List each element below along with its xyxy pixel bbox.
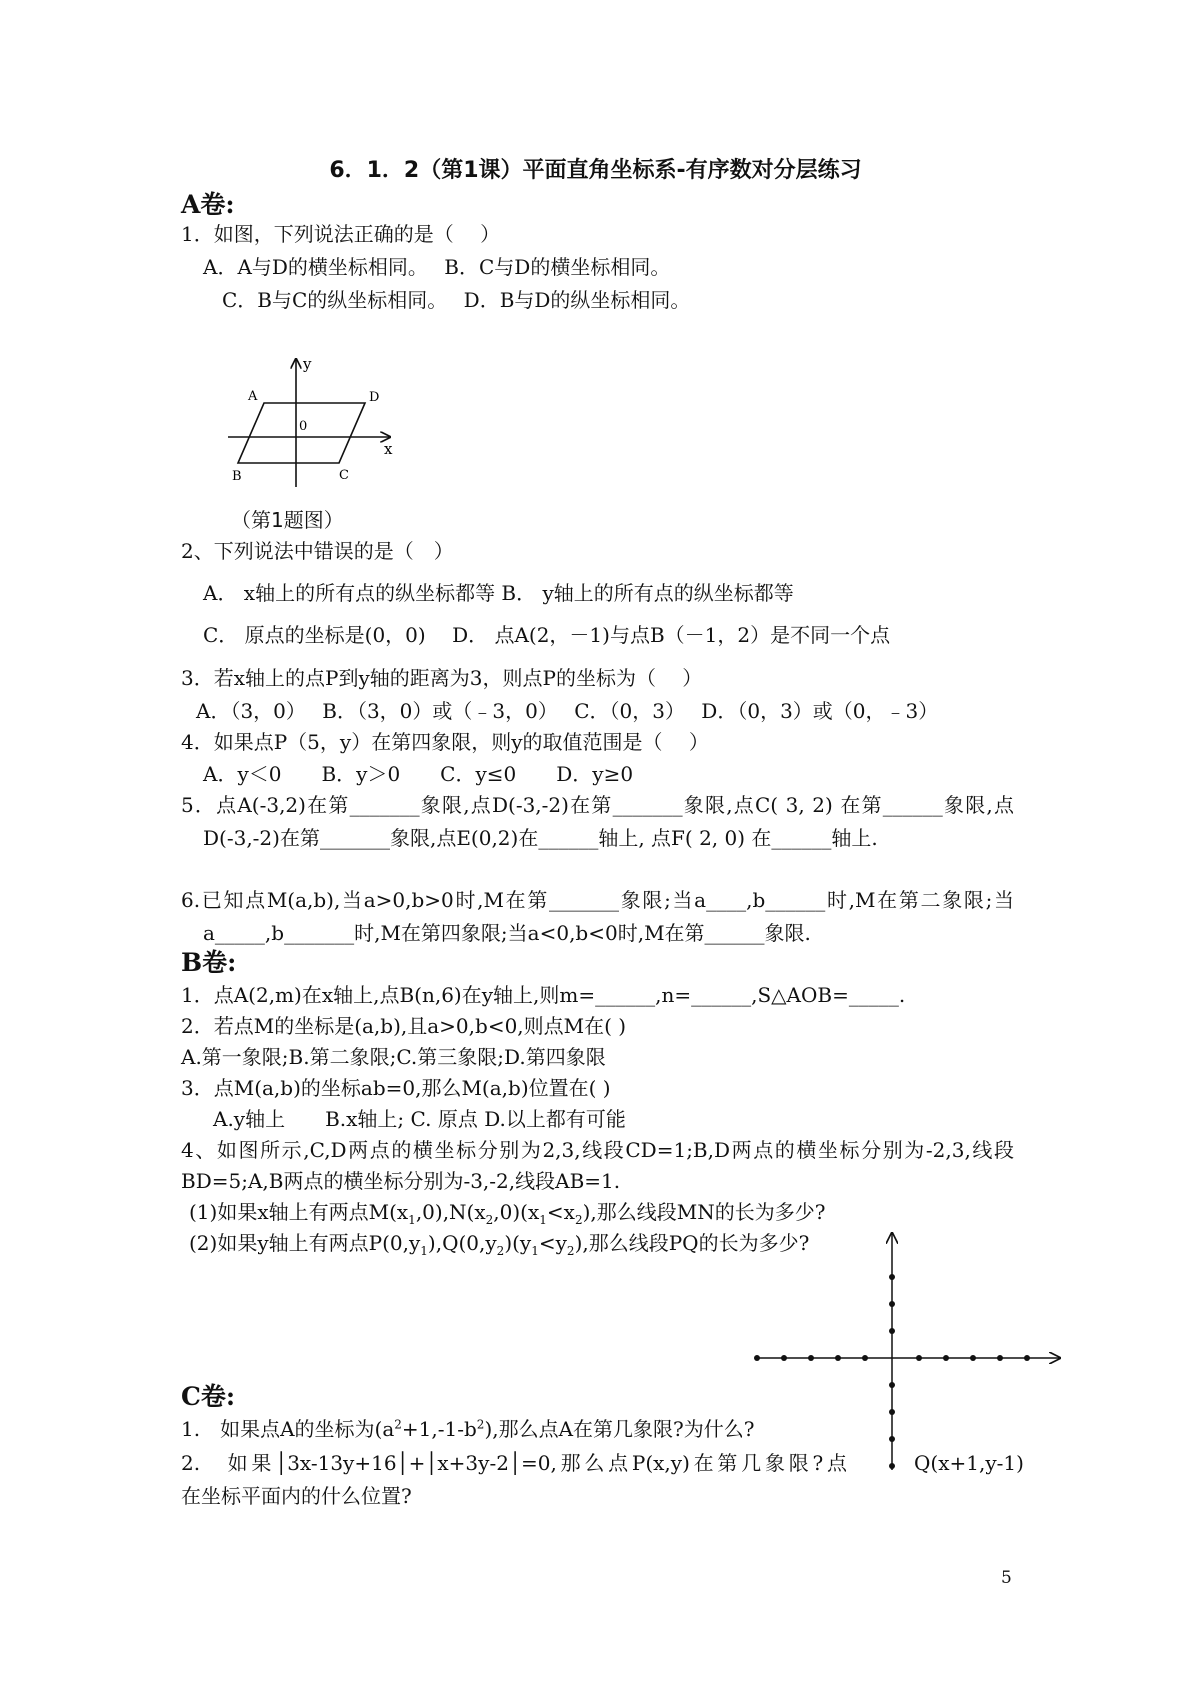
- a-q5-line1: 5．点A(-3,2)在第_______象限,点D(-3,-2)在第_______象限,点C( 3, 2) 在第______象限,点: [181, 793, 1014, 817]
- point-d-label: D: [369, 390, 380, 405]
- axis-tick-dot: [889, 1301, 895, 1307]
- axis-tick-dot: [889, 1328, 895, 1334]
- b-q4-sub1-sub-a: 1: [408, 1213, 416, 1227]
- a-q3-options: A．（3，0） B．（3，0）或（﹣3，0） C．（0，3） D．（0，3）或（0，﹣3）: [196, 699, 939, 723]
- b-q4-sub2-text-b: ),Q(0,y: [427, 1231, 497, 1255]
- axis-tick-dot: [781, 1355, 787, 1361]
- b-q4-sub1-text-c: ,0)(x: [493, 1200, 540, 1224]
- axis-tick-dot: [862, 1355, 868, 1361]
- x-axis-label: x: [384, 440, 393, 458]
- c-q1: [181, 1417, 755, 1441]
- axis-tick-dot: [889, 1463, 895, 1469]
- a-q1-figure-caption: （第1题图）: [231, 508, 344, 532]
- b-q4-sub2-text-d: <y: [538, 1231, 567, 1255]
- a-q5-line2: D(-3,-2)在第_______象限,点E(0,2)在______轴上, 点F( 2, 0) 在______轴上.: [203, 826, 878, 850]
- a-q4-options: A．y＜0 B．y＞0 C．y≤0 D．y≥0: [203, 762, 634, 786]
- y-axis-label: y: [303, 355, 312, 373]
- section-c-heading: C卷:: [181, 1382, 236, 1411]
- b-q4-sub1-text-d: <x: [546, 1200, 575, 1224]
- b-q4-sub1: [189, 1200, 825, 1227]
- a-q6-line1: 6.已知点M(a,b),当a>0,b>0时,M在第_______象限;当a____,b______时,M在第二象限;当: [181, 888, 1014, 912]
- point-a-label: A: [248, 389, 258, 404]
- c-q2-point-q: Q(x+1,y-1): [914, 1451, 1024, 1475]
- axis-tick-dot: [835, 1355, 841, 1361]
- axis-tick-dot: [997, 1355, 1003, 1361]
- a-q1-stem: 1．如图，下列说法正确的是（ ）: [181, 222, 501, 246]
- section-a-heading: A卷:: [181, 190, 235, 219]
- axis-tick-dot: [970, 1355, 976, 1361]
- b-q4-sub1-sub-d: 2: [574, 1213, 583, 1227]
- b-q4-sub1-sub-c: 1: [539, 1213, 547, 1227]
- b-q4-sub2-sub-b: 2: [496, 1244, 505, 1258]
- a-q1-figure: [220, 355, 400, 490]
- axis-tick-dot: [889, 1436, 895, 1442]
- b-q4-line1: 4、如图所示,C,D两点的横坐标分别为2,3,线段CD=1;B,D两点的横坐标分别为-2,3,线段: [181, 1138, 1014, 1162]
- axis-tick-dot: [754, 1355, 760, 1361]
- point-c-label: C: [339, 468, 349, 483]
- c-q1-sup-b: 2: [476, 1417, 485, 1432]
- c-q2-line1: 2. 如果│3x-13y+16│+│x+3y-2│=0,那么点P(x,y)在第几象限?点: [181, 1451, 847, 1475]
- axis-tick-dot: [889, 1274, 895, 1280]
- axis-tick-dot: [889, 1409, 895, 1415]
- a-q2-options-cd: C． 原点的坐标是(0，0) D． 点A(2，－1)与点B（－1，2）是不同一个点: [203, 623, 891, 647]
- b-q4-sub1-sub-b: 2: [485, 1213, 494, 1227]
- b-q4-sub2: [189, 1231, 809, 1258]
- section-b-heading: B卷:: [181, 948, 237, 977]
- axis-tick-dot: [808, 1355, 814, 1361]
- b-q4-sub2-sub-d: 2: [566, 1244, 575, 1258]
- b-q1: 1．点A(2,m)在x轴上,点B(n,6)在y轴上,则m=______,n=______,S△AOB=_____.: [181, 983, 906, 1007]
- b-q4-axes-figure: [755, 1230, 1065, 1470]
- axis-tick-dot: [916, 1355, 922, 1361]
- worksheet-title: 6．1．2（第1课）平面直角坐标系-有序数对分层练习: [329, 158, 862, 183]
- a-q1-options-cd: C．B与C的纵坐标相同。 D．B与D的纵坐标相同。: [222, 288, 691, 312]
- c-q1-sup-a: 2: [394, 1417, 402, 1432]
- b-q4-sub1-text-e: ),那么线段MN的长为多少?: [582, 1200, 826, 1224]
- a-q2-stem: 2、下列说法中错误的是（ ）: [181, 539, 454, 563]
- a-q1-options-ab: A．A与D的横坐标相同。 B．C与D的横坐标相同。: [203, 255, 671, 279]
- b-q4-sub1-text-a: (1)如果x轴上有两点M(x: [189, 1200, 409, 1224]
- b-q4-sub2-text-c: )(y: [504, 1231, 532, 1255]
- b-q4-sub2-sub-c: 1: [531, 1244, 539, 1258]
- a-q4-stem: 4．如果点P（5，y）在第四象限，则y的取值范围是（ ）: [181, 730, 709, 754]
- a-q3-stem: 3．若x轴上的点P到y轴的距离为3，则点P的坐标为（ ）: [181, 666, 703, 690]
- b-q4-sub2-text-e: ),那么线段PQ的长为多少?: [574, 1231, 810, 1255]
- a-q6-line2: a_____,b_______时,M在第四象限;当a<0,b<0时,M在第______象限.: [203, 921, 811, 945]
- b-q4-sub2-sub-a: 1: [420, 1244, 428, 1258]
- b-q2-stem: 2．若点M的坐标是(a,b),且a>0,b<0,则点M在( ): [181, 1014, 627, 1038]
- axis-tick-dot: [889, 1382, 895, 1388]
- page-number: 5: [1001, 1568, 1012, 1588]
- b-q4-sub2-text-a: (2)如果y轴上有两点P(0,y: [189, 1231, 421, 1255]
- c-q1-text-b: +1,-1-b: [401, 1417, 477, 1441]
- c-q1-text-c: ),那么点A在第几象限?为什么?: [484, 1417, 755, 1441]
- axis-tick-dot: [943, 1355, 949, 1361]
- c-q2-line2: 在坐标平面内的什么位置?: [181, 1484, 412, 1508]
- b-q2-options: A.第一象限;B.第二象限;C.第三象限;D.第四象限: [181, 1045, 606, 1069]
- c-q1-text-a: 1. 如果点A的坐标为(a: [181, 1417, 395, 1441]
- a-q2-options-ab: A． x轴上的所有点的纵坐标都等 B． y轴上的所有点的纵坐标都等: [203, 581, 794, 605]
- b-q3-options: A.y轴上 B.x轴上; C. 原点 D.以上都有可能: [213, 1107, 626, 1131]
- b-q4-line2: BD=5;A,B两点的横坐标分别为-3,-2,线段AB=1.: [181, 1169, 621, 1193]
- b-q3-stem: 3．点M(a,b)的坐标ab=0,那么M(a,b)位置在( ): [181, 1076, 611, 1100]
- point-b-label: B: [232, 469, 242, 484]
- origin-label: 0: [299, 419, 308, 434]
- b-q4-sub1-text-b: ,0),N(x: [415, 1200, 486, 1224]
- axis-tick-dot: [1024, 1355, 1030, 1361]
